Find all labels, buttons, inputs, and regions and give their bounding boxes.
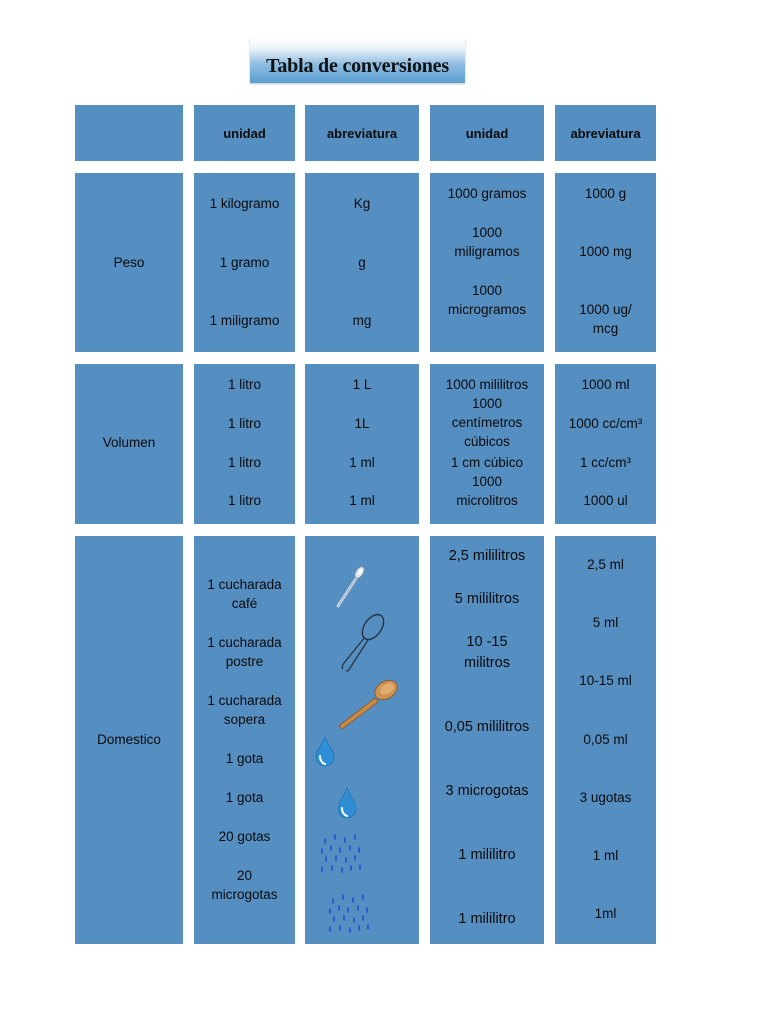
abbr-text: mg xyxy=(352,313,372,328)
peso-abreviatura-cell xyxy=(305,173,419,352)
equivalence-abbr-text: 1ml xyxy=(594,906,617,921)
water-drop-icon xyxy=(336,787,358,821)
unit-text: 1 litro xyxy=(227,416,261,431)
header-cell-unidad xyxy=(194,105,295,161)
abbr-text: 1 ml xyxy=(349,455,375,470)
unit-text: 1 litro xyxy=(227,455,261,470)
domestico-unidad-cell xyxy=(194,536,295,944)
abbr-text: 1L xyxy=(354,416,370,431)
unit-text: 1 cucharada café xyxy=(207,577,282,611)
volumen-equivalencia-abreviatura-cell xyxy=(555,364,656,524)
category-cell-peso xyxy=(75,173,183,352)
unit-text: 1 gota xyxy=(225,790,264,805)
equivalence-abbr-text: 3 ugotas xyxy=(579,790,632,805)
equivalence-text: 10 -15 militros xyxy=(464,634,510,671)
equivalence-abbr-text: 1000 ug/ mcg xyxy=(579,302,632,336)
header-label: unidad xyxy=(465,126,509,141)
equivalence-abbr-text: 0,05 ml xyxy=(583,732,628,747)
rain-drops-icon xyxy=(327,893,373,937)
abbr-text: 1 L xyxy=(352,377,372,392)
unit-text: 1 litro xyxy=(227,377,261,392)
equivalence-text: 1000 gramos xyxy=(447,186,527,201)
category-label: Peso xyxy=(113,255,145,270)
equivalence-abbr-text: 1000 mg xyxy=(579,244,632,259)
header-cell-abreviatura xyxy=(305,105,419,161)
unit-text: 1 gota xyxy=(225,751,264,766)
category-cell-volumen xyxy=(75,364,183,524)
unit-text: 1 cucharada postre xyxy=(207,635,282,669)
abbr-text: 1 ml xyxy=(349,493,375,508)
rain-drops-icon xyxy=(319,833,365,877)
unit-text: 1 kilogramo xyxy=(209,196,280,211)
domestico-icon-cell xyxy=(305,536,419,944)
equivalence-text: 5 mililitros xyxy=(454,591,520,607)
domestico-equivalencia-abreviatura-cell xyxy=(555,536,656,944)
equivalence-abbr-text: 1 ml xyxy=(592,848,619,863)
header-cell-abreviatura-2 xyxy=(555,105,656,161)
equivalence-text: 0,05 mililitros xyxy=(444,719,530,735)
peso-equivalencia-cell xyxy=(430,173,544,352)
volumen-abreviatura-cell xyxy=(305,364,419,524)
equivalence-abbr-text: 1 cc/cm³ xyxy=(579,455,631,470)
equivalence-text: 1000 microlitros xyxy=(456,474,518,508)
equivalence-abbr-text: 1000 ul xyxy=(583,493,628,508)
page-title-banner xyxy=(250,38,465,83)
equivalence-text: 3 microgotas xyxy=(445,783,529,799)
equivalence-abbr-text: 5 ml xyxy=(592,615,619,630)
coffee-spoon-icon xyxy=(333,564,367,610)
header-label: unidad xyxy=(223,126,266,141)
domestico-equivalencia-cell xyxy=(430,536,544,944)
header-label: abreviatura xyxy=(570,126,641,141)
dessert-spoon-icon xyxy=(337,612,385,674)
equivalence-abbr-text: 1000 ml xyxy=(581,377,630,392)
peso-equivalencia-abreviatura-cell xyxy=(555,173,656,352)
equivalence-abbr-text: 10-15 ml xyxy=(579,673,632,688)
equivalence-text: 1000 mililitros xyxy=(445,377,529,392)
equivalence-text: 1 mililitro xyxy=(458,911,516,927)
category-cell-domestico xyxy=(75,536,183,944)
equivalence-text: 2,5 mililitros xyxy=(448,548,526,564)
unit-text: 20 microgotas xyxy=(211,868,278,902)
equivalence-abbr-text: 2,5 ml xyxy=(587,557,624,572)
header-label: abreviatura xyxy=(326,126,398,141)
equivalence-text: 1000 microgramos xyxy=(447,283,526,317)
equivalence-abbr-text: 1000 g xyxy=(584,186,627,201)
peso-unidad-cell xyxy=(194,173,295,352)
category-label: Volumen xyxy=(102,435,156,450)
unit-text: 20 gotas xyxy=(218,829,271,844)
category-label: Domestico xyxy=(97,732,161,747)
page-title: Tabla de conversiones xyxy=(266,55,449,77)
equivalence-text: 1 mililitro xyxy=(458,847,516,863)
unit-text: 1 miligramo xyxy=(209,313,280,328)
water-drop-icon xyxy=(314,736,336,768)
abbr-text: Kg xyxy=(353,196,371,211)
equivalence-text: 1000 miligramos xyxy=(454,225,520,259)
volumen-equivalencia-cell xyxy=(430,364,544,524)
unit-text: 1 cucharada sopera xyxy=(207,693,282,727)
unit-text: 1 litro xyxy=(227,493,261,508)
unit-text: 1 gramo xyxy=(219,255,270,270)
abbr-text: g xyxy=(358,255,366,270)
volumen-unidad-cell xyxy=(194,364,295,524)
header-cell-empty xyxy=(75,105,183,161)
wooden-soup-spoon-icon xyxy=(335,678,401,732)
equivalence-text: 1000 centímetros cúbicos xyxy=(451,396,523,449)
equivalence-text: 1 cm cúbico xyxy=(450,455,524,470)
equivalence-abbr-text: 1000 cc/cm³ xyxy=(568,416,643,431)
header-cell-unidad-2 xyxy=(430,105,544,161)
